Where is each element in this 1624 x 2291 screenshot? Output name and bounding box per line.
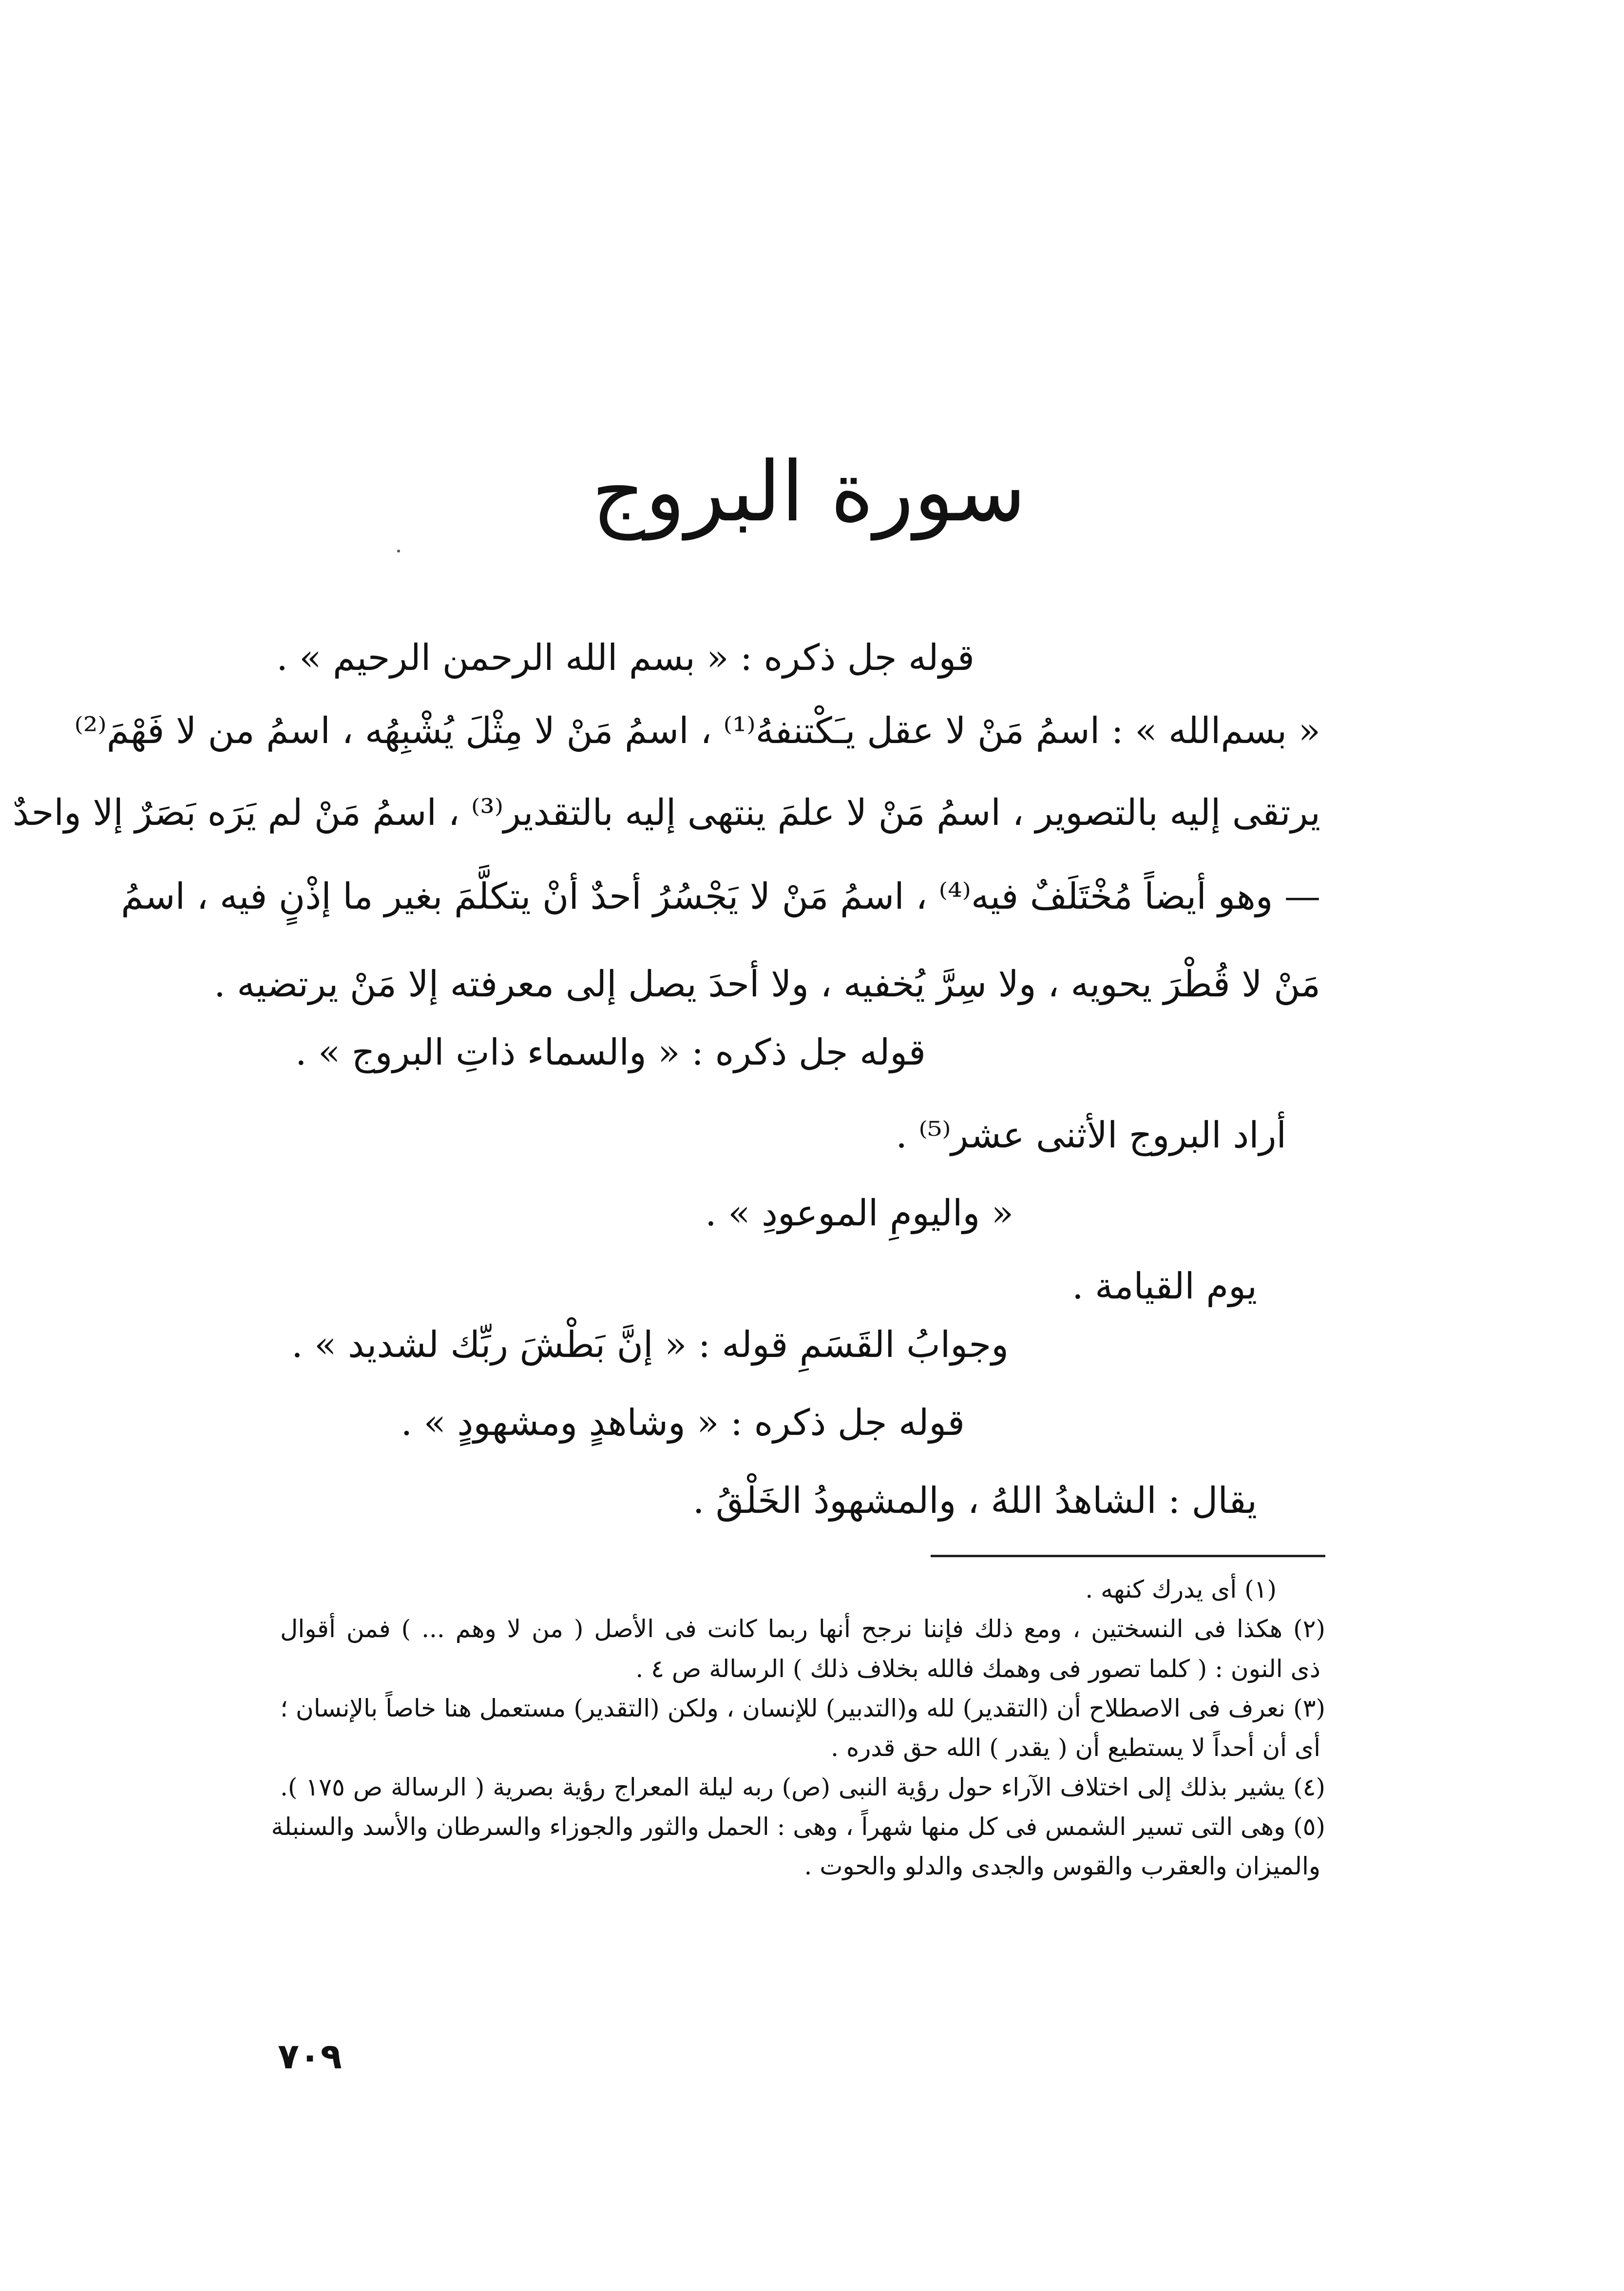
heading-basmala: قوله جل ذكره : « بسم الله الرحمن الرحيم » . — [276, 637, 974, 679]
footnote-item: ذى النون : ( كلما تصور فى وهمك فالله بخلاف ذلك ) الرسالة ص ٤ . — [635, 1655, 1320, 1683]
verse-heading: قوله جل ذكره : « وشاهدٍ ومشهودٍ » . — [401, 1402, 965, 1444]
surah-title: سورة البروج — [592, 444, 1026, 540]
verse-heading: قوله جل ذكره : « والسماء ذاتِ البروج » . — [295, 1031, 926, 1073]
body-line: « بسم‌الله » : اسمُ مَنْ لا عقل يـَكْتنفهُ⁽¹⁾ ، اسمُ مَنْ لا مِثْلَ يُشْبِهُه ، اسمُ من لا فَهْمَ⁽²⁾ — [74, 710, 1320, 752]
footnote-item: (٤) يشير بذلك إلى اختلاف الآراء حول رؤية النبى (ص) ربه ليلة المعراج رؤية بصرية ( الرسالة ص ١٧٥ ). — [280, 1773, 1325, 1801]
commentary-line: أراد البروج الأثنى عشر⁽⁵⁾ . — [896, 1114, 1286, 1156]
commentary-line: يوم القيامة . — [1072, 1265, 1257, 1307]
footnote-item: والميزان والعقرب والقوس والجدى والدلو والحوت . — [804, 1852, 1320, 1880]
page-number: ٧٠٩ — [278, 2036, 342, 2077]
body-line: يرتقى إليه بالتصوير ، اسمُ مَنْ لا علمَ ينتهى إليه بالتقدير⁽³⁾ ، اسمُ مَنْ لم يَرَه بَصَرٌ إلا واحدٌ — [12, 792, 1320, 834]
body-line: مَنْ لا قُطْرَ يحويه ، ولا سِرَّ يُخفيه ، ولا أحدَ يصل إلى معرفته إلا مَنْ يرتضيه . — [214, 963, 1320, 1005]
print-speck — [397, 550, 400, 553]
body-line: — وهو أيضاً مُخْتَلَفٌ فيه⁽⁴⁾ ، اسمُ مَنْ لا يَجْسُرُ أحدٌ أنْ يتكلَّمَ بغير ما إذْنٍ فيه ، اسمُ — [121, 876, 1320, 917]
footnote-item: (٣) نعرف فى الاصطلاح أن (التقدير) لله و(التدبير) للإنسان ، ولكن (التقدير) مستعمل هنا خاصاً بالإنسان ؛ — [280, 1694, 1325, 1722]
footnote-item: أى أن أحداً لا يستطيع أن ( يقدر ) الله حق قدره . — [831, 1734, 1320, 1762]
footnote-item: (١) أى يدرك كنهه . — [1085, 1575, 1277, 1604]
footnote-item: (٥) وهى التى تسير الشمس فى كل منها شهراً ، وهى : الحمل والثور والجوزاء والسرطان والأسد والسنبلة — [271, 1813, 1325, 1841]
verse-heading: « واليومِ الموعودِ » . — [705, 1192, 1013, 1234]
commentary-line: وجوابُ القَسَمِ قوله : « إنَّ بَطْشَ ربِّك لشديد » . — [291, 1324, 1009, 1366]
footnote-item: (٢) هكذا فى النسختين ، ومع ذلك فإننا نرجح أنها ربما كانت فى الأصل ( من لا وهم ... ) فمن أقوال — [280, 1615, 1325, 1643]
commentary-line: يقال : الشاهدُ اللهُ ، والمشهودُ الخَلْقُ . — [692, 1480, 1257, 1522]
footnote-divider — [931, 1555, 1325, 1557]
